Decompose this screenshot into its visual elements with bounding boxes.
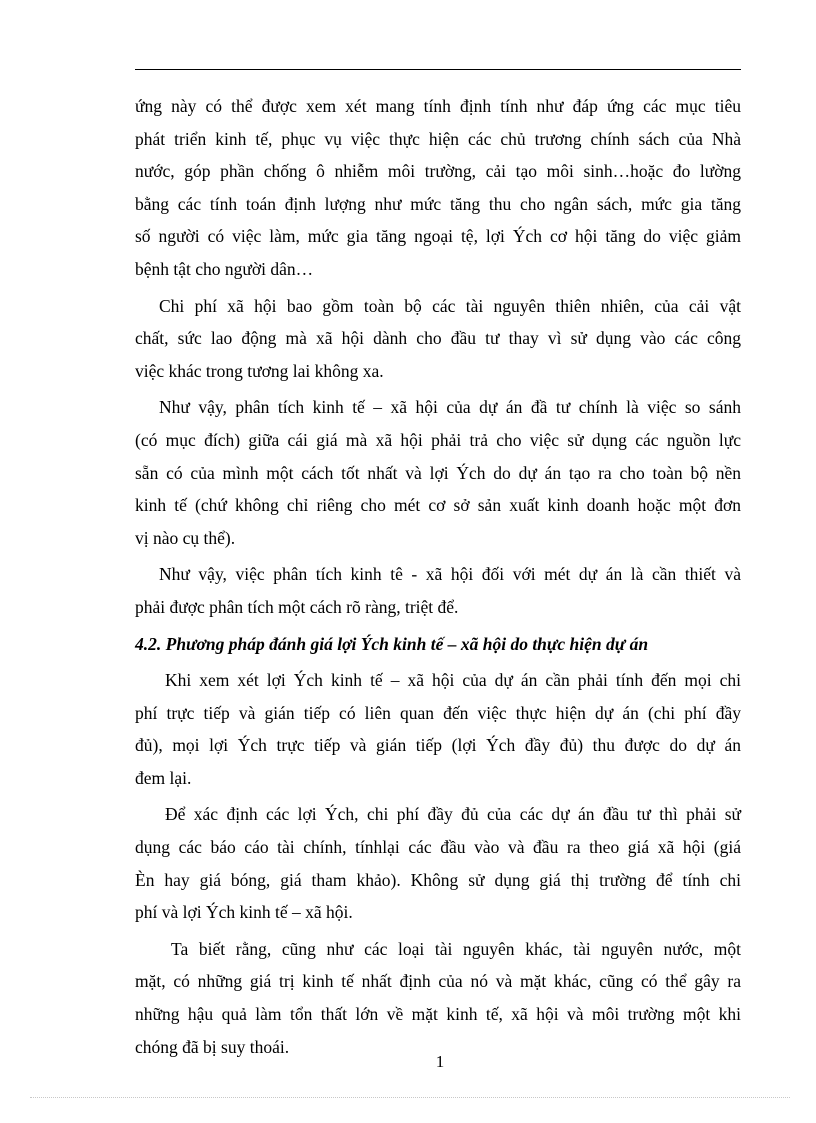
text-line: việc khác trong tương lai không xa.	[135, 360, 384, 381]
text-line: Để xác định các lợi Ých, chi phí đầy đủ của các dự án đầu tư thì phải sử	[165, 804, 741, 825]
paragraph-socio-economic-analysis	[135, 391, 741, 554]
text-line: Ta biết rằng, cũng như các loại tài nguyên khác, tài nguyên nước, một	[171, 938, 741, 959]
text-line: phải được phân tích một cách rõ ràng, triệt để.	[135, 596, 459, 617]
text-line: Như vậy, phân tích kinh tế – xã hội của dự án đầ tư chính là việc so sánh	[159, 397, 741, 418]
header-rule	[135, 69, 741, 70]
paragraph-water-resources	[135, 933, 741, 1063]
text-line: Èn hay giá bóng, giá tham khảo). Không sử dụng giá thị trường để tính chi	[135, 869, 741, 890]
paragraph-social-benefits	[135, 90, 741, 286]
text-line: đem lại.	[135, 767, 192, 788]
text-line: chóng đã bị suy thoái.	[135, 1036, 290, 1057]
paragraph-full-costs	[135, 664, 741, 794]
text-line: bệnh tật cho người dân…	[135, 258, 314, 279]
text-line: vị nào cụ thể).	[135, 527, 236, 548]
text-line: những hậu quả làm tổn thất lớn về mặt kinh tế, xã hội và môi trường một khi	[135, 1004, 741, 1025]
text-line: đủ), mọi lợi Ých trực tiếp và gián tiếp (lợi Ých đầy đủ) thu được do dự án	[135, 735, 741, 756]
text-line: dụng các báo cáo tài chính, tínhlại các đầu vào và đầu ra theo giá xã hội (giá	[135, 837, 741, 858]
paragraph-shadow-prices	[135, 798, 741, 928]
text-line: kinh tế (chứ không chỉ riêng cho mét cơ sở sản xuất kinh doanh hoặc một đơn	[135, 495, 741, 516]
text-line: mặt, có những giá trị kinh tế nhất định của nó và mặt khác, cũng có thể gây ra	[135, 971, 741, 992]
text-line: chất, sức lao động mà xã hội dành cho đầu tư thay vì sử dụng vào các công	[135, 328, 741, 349]
text-line: ứng này có thể được xem xét mang tính định tính như đáp ứng các mục tiêu	[135, 96, 741, 116]
text-line: phí và lợi Ých kinh tế – xã hội.	[135, 902, 353, 923]
paragraph-social-cost	[135, 290, 741, 388]
text-line: sẵn có của mình một cách tốt nhất và lợi Ých do dự án tạo ra cho toàn bộ nền	[135, 462, 741, 483]
document-body	[135, 90, 741, 1067]
text-line: nước, góp phần chống ô nhiễm môi trường, cải tạo môi sinh…hoặc đo lường	[135, 161, 741, 182]
page-number: 1	[435, 1052, 445, 1071]
text-line: Như vậy, việc phân tích kinh tê - xã hội đối với mét dự án là cần thiết và	[159, 564, 741, 585]
section-heading: 4.2. Phương pháp đánh giá lợi Ých kinh tế – xã hội do thực hiện dự án	[135, 633, 649, 654]
page-boundary-rule	[30, 1097, 790, 1098]
text-line: (có mục đích) giữa cái giá mà xã hội phải trả cho việc sử dụng các nguồn lực	[135, 429, 741, 450]
text-line: Khi xem xét lợi Ých kinh tế – xã hội của dự án cần phải tính đến mọi chi	[165, 670, 741, 691]
text-line: bằng các tính toán định lượng như mức tăng thu cho ngân sách, mức gia tăng	[135, 193, 741, 214]
text-line: phát triển kinh tế, phục vụ việc thực hiện các chủ trương chính sách của Nhà	[135, 128, 741, 149]
text-line: số người có việc làm, mức gia tăng ngoại tệ, lợi Ých cơ hội tăng do việc giảm	[135, 226, 741, 247]
paragraph-analysis-necessity	[135, 558, 741, 623]
text-line: Chi phí xã hội bao gồm toàn bộ các tài nguyên thiên nhiên, của cải vật	[159, 295, 741, 316]
text-line: phí trực tiếp và gián tiếp có liên quan đến việc thực hiện dự án (chi phí đầy	[135, 702, 741, 723]
